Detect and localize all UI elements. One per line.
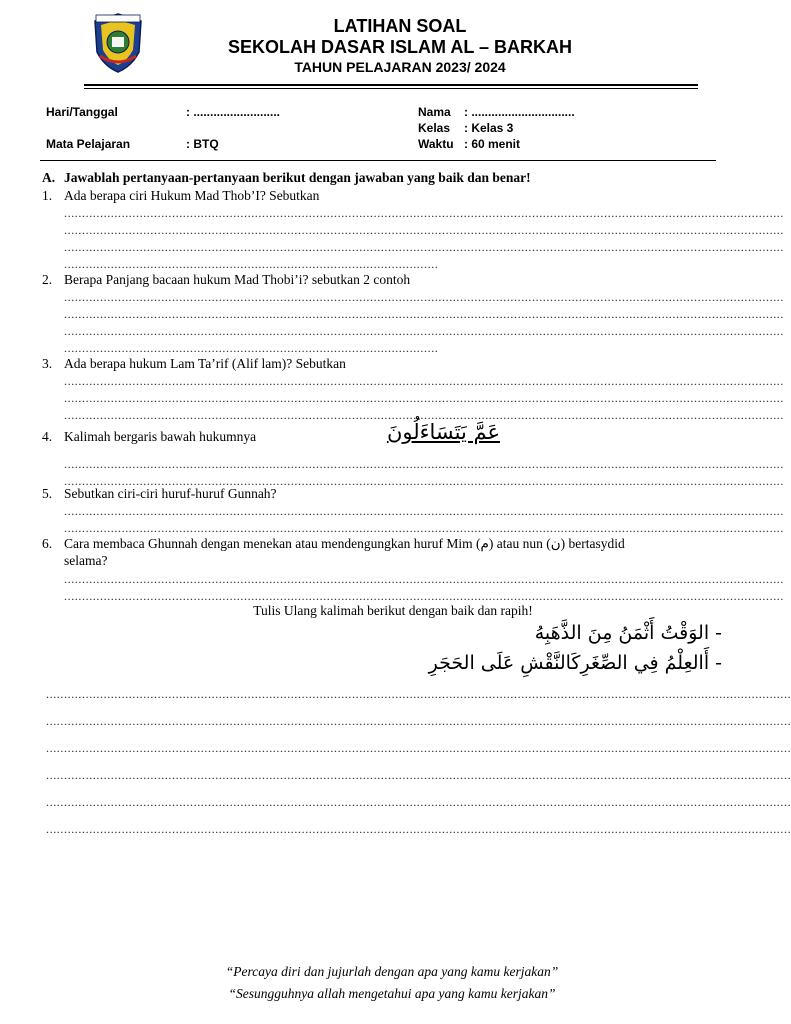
hari-label: Hari/Tanggal [46, 105, 118, 119]
answer-line: ........................................................................................................................................................................................................ [64, 223, 784, 237]
header-school: SEKOLAH DASAR ISLAM AL – BARKAH [227, 37, 572, 57]
section-a-marker: A. [42, 170, 56, 185]
writing-line: ............................................................................................................................................................................................................... [46, 687, 791, 701]
answer-line: ........................................................................................................................................................................................................ [64, 290, 784, 304]
answer-line: ........................................................................................................................................................................................................ [64, 474, 784, 488]
question-text: Sebutkan ciri-ciri huruf-huruf Gunnah? [64, 486, 277, 501]
answer-line: ........................................................................................................ [64, 257, 439, 271]
rewrite-arabic-line: - الوَقْتُ أَثْمَنُ مِنَ الذَّهَبِهُ [534, 622, 722, 644]
kelas-value: : Kelas 3 [464, 121, 514, 135]
rewrite-instruction: Tulis Ulang kalimah berikut dengan baik dan rapih! [253, 603, 533, 618]
question-number: 3. [42, 356, 53, 371]
answer-line: ........................................................................................................................................................................................................ [64, 240, 784, 254]
header-title: LATIHAN SOAL [333, 16, 467, 36]
answer-line: ........................................................................................................................................................................................................ [64, 521, 784, 535]
writing-line: ............................................................................................................................................................................................................... [46, 822, 791, 836]
writing-line: ............................................................................................................................................................................................................... [46, 795, 791, 809]
answer-line: ........................................................................................................................................................................................................ [64, 572, 784, 586]
header-rule-thick [84, 84, 698, 86]
question-text: Kalimah bergaris bawah hukumnya [64, 429, 257, 444]
answer-line: ........................................................................................................................................................................................................ [64, 324, 784, 338]
answer-line: ........................................................................................................................................................................................................ [64, 504, 784, 518]
question-text: Ada berapa hukum Lam Ta’rif (Alif lam)? Sebutkan [64, 356, 346, 371]
answer-line: ........................................................................................................................................................................................................ [64, 307, 784, 321]
footer-quote-2: “Sesungguhnya allah mengetahui apa yang kamu kerjakan” [228, 986, 556, 1001]
school-logo [92, 12, 144, 74]
kelas-label: Kelas [418, 121, 451, 135]
mapel-value: : BTQ [186, 137, 219, 151]
question-text-continued: selama? [64, 553, 108, 568]
nama-value: : ............................... [464, 105, 575, 119]
header-year: TAHUN PELAJARAN 2023/ 2024 [294, 59, 506, 75]
footer-quote-1: “Percaya diri dan jujurlah dengan apa yang kamu kerjakan” [225, 964, 559, 979]
waktu-label: Waktu [418, 137, 454, 151]
answer-line: ........................................................................................................ [64, 341, 439, 355]
question-number: 5. [42, 486, 53, 501]
header-rule-thin [84, 88, 698, 89]
answer-line: ........................................................................................................................................................................................................ [64, 408, 784, 422]
section-a-instruction: Jawablah pertanyaan-pertanyaan berikut dengan jawaban yang baik dan benar! [64, 170, 531, 185]
question-text: Cara membaca Ghunnah dengan menekan atau mendengungkan huruf Mim (م) atau nun (ن) bertasydid [64, 536, 625, 551]
question-number: 4. [42, 429, 53, 444]
rewrite-arabic-line: - أَالعِلْمُ فِي الصِّغَرِكَالنَّقْشِ عَلَى الحَجَرِ [428, 652, 722, 674]
waktu-value: : 60 menit [464, 137, 521, 151]
writing-line: ............................................................................................................................................................................................................... [46, 714, 791, 728]
answer-line: ........................................................................................................................................................................................................ [64, 374, 784, 388]
answer-line: ........................................................................................................................................................................................................ [64, 206, 784, 220]
writing-line: ............................................................................................................................................................................................................... [46, 768, 791, 782]
nama-label: Nama [418, 105, 451, 119]
info-rule [40, 160, 716, 161]
writing-line: ............................................................................................................................................................................................................... [46, 741, 791, 755]
mapel-label: Mata Pelajaran [46, 137, 131, 151]
question-number: 6. [42, 536, 53, 551]
question-number: 1. [42, 188, 53, 203]
question-text: Ada berapa ciri Hukum Mad Thob’I? Sebutkan [64, 188, 320, 203]
answer-line: ........................................................................................................................................................................................................ [64, 457, 784, 471]
question-arabic-underlined: عَمَّ يَتَسَاءَلُونَ [386, 420, 500, 444]
question-text: Berapa Panjang bacaan hukum Mad Thobi’i? sebutkan 2 contoh [64, 272, 411, 287]
answer-line: ........................................................................................................................................................................................................ [64, 391, 784, 405]
hari-value: : .......................... [186, 105, 281, 119]
question-number: 2. [42, 272, 53, 287]
answer-line: ........................................................................................................................................................................................................ [64, 589, 784, 603]
